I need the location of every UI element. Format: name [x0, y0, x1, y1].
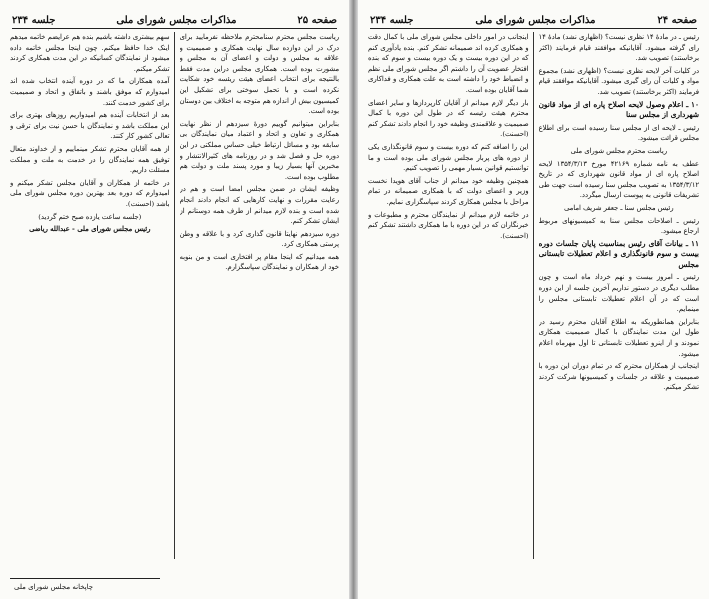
- paragraph: در خاتمه از همکاران و آقایان مجلس تشکر میکنم و امیدوارم که دوره بعد بهترین دوره مجلس شورای ملی باشد (احسنت).: [10, 178, 170, 208]
- signature: رئیس مجلس شورای ملی - عبدالله ریاضی: [29, 225, 151, 234]
- paragraph: همچنین وظیفه خود میدانم از جناب آقای هویدا نخست وزیر و اعضای دولت که با همکاری صمیمانه در تمام مراحل با مجلس همکاری کردند سپاسگزاری نمایم.: [368, 176, 529, 206]
- right-page: [358, 0, 709, 599]
- header-session: جلسه ۲۳۴: [370, 15, 414, 26]
- book-gutter: [349, 0, 358, 599]
- paragraph: رئیس ـ لایحه ای از مجلس سنا رسیده است برای اطلاع مجلس قرائت میشود.: [538, 123, 699, 143]
- header-page-number: صفحه ۲۴: [657, 15, 697, 26]
- letter-salutation: ریاست محترم مجلس شورای ملی: [570, 146, 667, 155]
- paragraph: وظیفه ایشان در ضمن مجلس امضا است و هم در رعایت مقررات و نهایت کارهایی که انجام دادند انجام شده است و بنده لازم میدانم از طرف همه دوستانم از ایشان تشکر کنم.: [179, 185, 339, 226]
- paragraph: اینجانب در امور داخلی مجلس شورای ملی با کمال دقت و همکاری کرده اند صمیمانه تشکر کنم. بنده یادآوری کنم که در این دوره بیست و یک دوره بیست و سوم که بنده افتخار عضویت آن را داشتم اگر مجلس شورای ملی نظم و انضباط خود را داشته است به علت همکاری و فداکاری شما آقایان بوده است.: [368, 33, 529, 94]
- paragraph: از همه آقایان محترم تشکر مینماییم و از خداوند متعال توفیق همه نمایندگان را در خدمت به ملت و مملکت مسئلت داریم.: [10, 144, 170, 175]
- header-title: مذاکرات مجلس شورای ملی: [116, 15, 237, 26]
- printer-credit: چاپخانه مجلس شورای ملی: [14, 583, 94, 591]
- paragraph: این را اضافه کنم که دوره بیست و سوم قانونگذاری یکی از دوره های پربار مجلس شورای ملی بوده است و ما توانستیم قوانین بسیار مهمی را تصویب کنیم.: [368, 142, 529, 173]
- paragraph: رئیس ـ در مادهٔ ۱۴ نظری نیست؟ (اظهاری نشد) مادهٔ ۱۴ رای گرفته میشود. آقایانیکه موافقند قیام فرمایند (اکثر برخاستند) تصویب شد.: [538, 33, 699, 63]
- paragraph: اینجانب از همکاران محترم که در تمام دوران این دوره با صمیمیت و علاقه در جلسات و کمیسیونها شرکت کردند تشکر میکنم.: [538, 362, 699, 392]
- paragraph: ریاست مجلس محترم سنامحترم ملاحظه نفرمایید برای درک در این دوازده سال نهایت همکاری و صمیمیت و علاقه به مجلس و دولت و اعضای آن به مجلس و مشورت بوده است. همکاری مجلس دراین مدت فقط بالنتیجه برای انتخاب اعضای هیئت ریئسه خود شکایت نکرده است و با تحمل سوختی برای تشکیل این کمیسیون بیش از اندازه هم متوجه به اختلاف بین دوستان بوده است.: [179, 33, 339, 116]
- paragraph: در کلیات آخر لایحه نظری نیست؟ (اظهاری نشد) مجموع مواد و کلیات آن رای گیری میشود. آقایانیکه موافقند قیام فرمایند (اکثر برخاستند) تصویب شد.: [538, 66, 699, 96]
- header-page-number: صفحه ۲۵: [297, 15, 337, 26]
- paragraph: بار دیگر لازم میدانم از آقایان کارپردازها و سایر اعضای محترم هیئت رئیسه که در طول این دوره با کمال صمیمیت و علاقمندی وظیفه خود را انجام دادند تشکر کنم (احسنت).: [368, 98, 529, 139]
- left-page: [0, 0, 349, 599]
- footer-divider: [10, 578, 160, 579]
- text-columns: [368, 32, 699, 589]
- page-header: [370, 8, 697, 29]
- section-heading: ۱۰ ـ اعلام وصول لایحه اصلاح پاره ای از مواد قانون شهرداری از مجلس سنا: [538, 99, 699, 120]
- column-left: [368, 32, 529, 589]
- page-header: [12, 8, 337, 29]
- paragraph: در خاتمه لازم میدانم از نمایندگان محترم و مطبوعات و خبرنگاران که در این دوره با ما همکاری داشتند تشکر کنم (احسنت).: [368, 210, 529, 240]
- text-columns: [10, 32, 339, 589]
- column-right: [539, 32, 700, 589]
- paragraph: سهم بیشتری داشته باشیم بنده هم عرایضم خاتمه میدهم اینک خدا حافظ میکنم. چون اینجا مجلس خاتمه داده میشود از نمایندگان کسانیکه در این مدت همکاری کردند تشکر میکنم.: [10, 33, 170, 73]
- header-title: مذاکرات مجلس شورای ملی: [475, 15, 596, 26]
- section-heading: ۱۱ ـ بیانات آقای رئیس بمناسبت پایان جلسات دوره بیست و سوم قانونگذاری و اعلام تعطیلات تابستانی مجلس: [538, 238, 699, 269]
- letter-signature: رئیس مجلس سنا ـ جعفر شریف امامی: [563, 203, 674, 212]
- paragraph: دوره سیزدهم نهایتا قانون گذاری کرد و با علاقه و وطن پرستی همکاری کرد.: [179, 229, 339, 249]
- paragraph: بنابراین میتوانیم گوییم دورهٔ سیزدهم از نظر نهایت همکاری و تعاون و اتحاد و اعتماد میان نمایندگان بی سابقه بود و مسائل ارتباط خیلی حساس مملکتی در این دوره حل و فصل شد و در روزنامه های کثیرالانتشار و مخبرین آنها بسیار زیبا و مورد پسند ملت و دولت هم مطلوب بوده است.: [179, 119, 339, 181]
- paragraph: همه میدانیم که اینجا مقام پر افتخاری است و من بنوبه خود از همکاران و نمایندگان سپاسگزارم.: [179, 252, 339, 272]
- closing-note: (جلسه ساعت یازده صبح ختم گردید): [38, 212, 142, 221]
- column-right: [180, 32, 340, 589]
- paragraph: عطف به نامه شماره ۴۲۱۶۹ مورخ ۱۳۵۴/۳/۱۳ لایحه اصلاح پاره ای از مواد قانون شهرداری که در تاریخ ۱۳۵۴/۳/۱۲ به تصویب مجلس سنا رسیده است جهت طی تشریفات قانونی به پیوست ارسال میگردد.: [538, 159, 699, 200]
- paragraph: بعد از انتخابات آینده هم امیدواریم روزهای بهتری برای این مملکت باشد و نمایندگان با حسن نیت برای ترقی و تعالی کشور کار کنند.: [10, 111, 170, 141]
- column-left: [10, 32, 170, 589]
- paragraph: رئیس ـ اصلاحات مجلس سنا به کمیسیونهای مربوط ارجاع میشود.: [538, 216, 699, 236]
- paragraph: رئیس ـ امروز بیست و نهم خرداد ماه است و چون مطلب دیگری در دستور نداریم آخرین جلسه از این دوره است که در آن اعلام تعطیلات تابستانی مجلس را مینمایم.: [538, 273, 699, 314]
- paragraph: آمده همکاران ما که در دوره آینده انتخاب شده اند امیدوارم که موفق باشند و باتفاق و اتحاد و صمیمیت برای کشور خدمت کنند.: [10, 77, 170, 107]
- header-session: جلسه ۲۳۴: [12, 15, 56, 26]
- paragraph: بنابراین همانطوریکه به اطلاع آقایان محترم رسید در طول این مدت نمایندگان با کمال صمیمیت همکاری نمودند و از اینرو تعطیلات تابستانی تا اول مهرماه اعلام میشود.: [538, 317, 699, 358]
